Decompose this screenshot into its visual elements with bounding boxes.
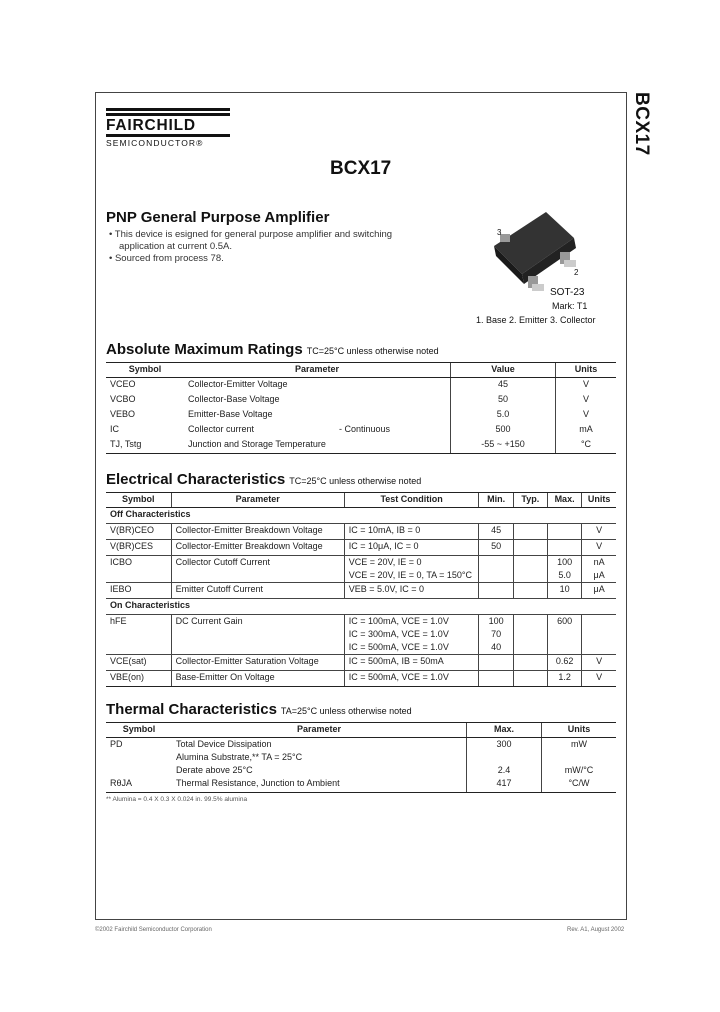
typ-cell [513,655,547,671]
min-cell-line: 40 [491,642,502,652]
value-cell: 5.0 [451,408,556,423]
unit-cell [582,556,616,583]
min-cell [479,671,513,687]
min-cell [479,540,513,556]
unit-cell [582,655,616,671]
col-symbol: Symbol [106,723,172,738]
pin-3-label: 3 [497,228,502,237]
col-min: Min. [479,493,513,508]
value-cell: 45 [451,378,556,394]
condition-cell-line: VEB = 5.0V, IC = 0 [348,584,424,594]
abs-max-table [106,362,616,454]
typ-cell [513,615,547,655]
max-cell-line [552,540,577,553]
typ-cell-line [518,583,543,596]
symbol-cell: VCBO [110,394,136,404]
unit-cell [582,540,616,556]
table-row [106,556,616,583]
table-row [106,655,616,671]
max-cell-line: 100 [557,557,573,567]
symbol-cell: hFE [106,615,171,655]
parameter-cell: DC Current Gain [171,615,344,655]
side-part-number: BCX17 [631,92,652,156]
unit-cell-line: V [596,541,603,551]
logo-name: FAIRCHILD [106,117,196,134]
package-pinout: 1. Base 2. Emitter 3. Collector [476,315,596,325]
parameter-cell: Collector-Emitter Breakdown Voltage [171,540,344,556]
condition-cell-line: IC = 500mA, IB = 50mA [348,656,444,666]
symbol-cell: ICBO [106,556,171,583]
symbol-cell: V(BR)CES [106,540,171,556]
max-cell [467,738,542,778]
thermal-footnote: ** Alumina = 0.4 X 0.3 X 0.024 in. 99.5% alumina [106,796,248,803]
condition-cell [344,583,479,599]
off-characteristics [106,508,616,524]
col-parameter: Parameter [172,723,467,738]
max-cell [547,583,581,599]
table-row [106,378,616,394]
package-mark: Mark: T1 [552,301,588,311]
table-row [106,438,616,454]
unit-cell-line: °C/W [568,778,590,788]
parameter-cell-line: Thermal Resistance, Junction to Ambient [176,778,340,788]
abs-max-condition: TC=25°C unless otherwise noted [306,346,439,356]
max-cell [547,655,581,671]
col-max: Max. [547,493,581,508]
min-cell-line: 45 [491,525,502,535]
max-cell [467,777,542,793]
max-cell [547,524,581,540]
min-cell-line: 70 [491,629,502,639]
typ-cell [513,583,547,599]
parameter-cell-line: Alumina Substrate,** TA = 25°C [176,752,303,762]
max-cell-line [552,628,577,641]
parameter-cell [184,438,451,454]
condition-cell [344,655,479,671]
unit-cell-line [586,615,612,628]
parameter-cell: Collector Cutoff Current [171,556,344,583]
unit-cell: V [556,393,617,408]
symbol-cell: IC [110,424,119,434]
symbol-cell: VCEO [110,379,136,389]
col-symbol: Symbol [106,363,184,378]
symbol-cell: V(BR)CEO [106,524,171,540]
logo-sub: SEMICONDUCTOR® [106,138,204,148]
max-cell [547,540,581,556]
elec-condition: TC=25°C unless otherwise noted [289,476,422,486]
off-characteristics-label: Off Characteristics [110,509,191,519]
parameter-cell-line: Derate above 25°C [176,765,253,775]
unit-cell: mA [556,423,617,438]
min-cell-line [483,569,508,582]
col-symbol: Symbol [106,493,171,508]
condition-cell-line: IC = 100mA, VCE = 1.0V [348,616,449,626]
unit-cell [542,777,617,793]
unit-cell-line [586,628,612,641]
condition-cell-line: IC = 10mA, IB = 0 [348,525,421,535]
min-cell [479,583,513,599]
max-cell [547,615,581,655]
abs-max-heading: Absolute Maximum Ratings TC=25°C unless otherwise noted [106,341,439,358]
max-cell-line [552,641,577,654]
min-cell [479,655,513,671]
unit-cell-line: V [596,656,603,666]
unit-cell [582,671,616,687]
condition-cell [344,615,479,655]
min-cell-line [483,556,508,569]
typ-cell [513,556,547,583]
thermal-condition: TA=25°C unless otherwise noted [280,706,412,716]
table-row [106,524,616,540]
parameter-cell [184,423,451,438]
min-cell-line: 50 [491,541,502,551]
condition-cell [344,671,479,687]
package-name: SOT-23 [550,287,585,298]
on-characteristics-label: On Characteristics [110,600,191,610]
parameter-note: - Continuous [339,424,391,434]
typ-cell [513,540,547,556]
parameter-cell [184,408,451,423]
symbol-cell: PD [110,739,123,749]
fairchild-logo [106,108,230,148]
typ-cell-line [518,671,543,684]
typ-cell-line [518,615,543,628]
parameter-cell: Base-Emitter On Voltage [171,671,344,687]
col-test-condition: Test Condition [344,493,479,508]
unit-cell-line: mW/°C [564,765,594,775]
unit-cell-line: nA [593,557,605,567]
condition-cell-line: IC = 500mA, VCE = 1.0V [348,642,449,652]
unit-cell-line: μA [593,584,605,594]
symbol-cell: VEBO [110,409,136,419]
parameter-cell-line: Total Device Dissipation [176,739,272,749]
max-cell-line [471,751,537,764]
table-row [106,540,616,556]
symbol-cell: VBE(on) [106,671,171,687]
thermal-table [106,722,616,793]
unit-cell: V [556,408,617,423]
feature-list [107,229,407,265]
condition-cell-line: IC = 500mA, VCE = 1.0V [348,672,449,682]
parameter-text: Junction and Storage Temperature [188,439,326,449]
symbol-cell: VCE(sat) [106,655,171,671]
parameter-cell [184,378,451,394]
parameter-cell: Emitter Cutoff Current [171,583,344,599]
max-cell [547,671,581,687]
col-parameter: Parameter [184,363,451,378]
table-row [106,777,616,793]
unit-cell-line [586,641,612,654]
parameter-text: Collector current [188,424,255,434]
parameter-cell: Collector-Emitter Saturation Voltage [171,655,344,671]
min-cell [479,556,513,583]
typ-cell-line [518,556,543,569]
typ-cell [513,671,547,687]
condition-cell [344,556,479,583]
max-cell-line: 5.0 [558,570,571,580]
min-cell-line [483,583,508,596]
table-row [106,423,616,438]
table-row [106,583,616,599]
logo-bar-top [106,108,230,111]
unit-cell: °C [556,438,617,454]
on-characteristics [106,599,616,615]
parameter-cell [184,393,451,408]
unit-cell-line: V [596,525,603,535]
parameter-cell: Collector-Emitter Breakdown Voltage [171,524,344,540]
typ-cell-line [518,524,543,537]
symbol-cell: IEBO [106,583,171,599]
max-cell [547,556,581,583]
condition-cell [344,540,479,556]
unit-cell [542,738,617,778]
symbol-cell: TJ, Tstg [106,438,184,454]
parameter-text: Emitter-Base Voltage [188,409,273,419]
col-units: Units [556,363,617,378]
unit-cell-line: V [596,672,603,682]
max-cell-line: 10 [559,584,570,594]
symbol-cell: RθJA [106,777,172,793]
sot23-package-image [476,208,616,328]
pin-2-label: 2 [574,268,579,277]
col-typ: Typ. [513,493,547,508]
table-row [106,408,616,423]
feature-bullet: • Sourced from process 78. [109,253,224,264]
logo-bar-second [106,113,230,116]
max-cell-line: 0.62 [555,656,574,666]
max-cell-line: 300 [496,739,512,749]
unit-cell: V [556,378,617,394]
parameter-cell [172,738,467,778]
condition-cell-line: VCE = 20V, IE = 0, TA = 150°C [348,570,473,580]
min-cell-line [483,655,508,668]
parameter-cell [172,777,467,793]
col-units: Units [542,723,617,738]
feature-bullet: • This device is esigned for general purpose amplifier and switching application at current 0.5A. [109,229,393,252]
max-cell-line: 1.2 [558,672,571,682]
elec-heading: Electrical Characteristics TC=25°C unless otherwise noted [106,471,422,488]
min-cell [479,524,513,540]
condition-cell-line: IC = 10μA, IC = 0 [348,541,419,551]
min-cell [479,615,513,655]
value-cell: 500 [451,423,556,438]
max-cell-line [552,524,577,537]
typ-cell-line [518,628,543,641]
table-row [106,393,616,408]
parameter-text: Collector-Base Voltage [188,394,280,404]
max-cell-line: 2.4 [497,765,511,775]
typ-cell-line [518,641,543,654]
footer-copyright: ©2002 Fairchild Semiconductor Corporation [95,927,212,933]
unit-cell-line: mW [571,739,587,749]
value-cell: 50 [451,393,556,408]
unit-cell-line [546,751,612,764]
table-row [106,671,616,687]
typ-cell [513,524,547,540]
parameter-text: Collector-Emitter Voltage [188,379,288,389]
unit-cell [582,615,616,655]
max-cell-line: 417 [496,778,512,788]
unit-cell [582,524,616,540]
unit-cell-line: μA [593,570,605,580]
logo-bar-bottom [106,134,230,137]
col-max: Max. [467,723,542,738]
table-row [106,738,616,778]
col-value: Value [451,363,556,378]
typ-cell-line [518,569,543,582]
max-cell-line: 600 [557,616,573,626]
condition-cell-line: IC = 300mA, VCE = 1.0V [348,629,449,639]
part-title: BCX17 [330,158,392,179]
unit-cell [582,583,616,599]
footer-revision: Rev. A1, August 2002 [567,927,625,933]
condition-cell [344,524,479,540]
col-parameter: Parameter [171,493,344,508]
condition-cell-line: VCE = 20V, IE = 0 [348,557,422,567]
elec-table [106,492,616,687]
typ-cell-line [518,655,543,668]
product-title: PNP General Purpose Amplifier [106,209,330,226]
thermal-heading: Thermal Characteristics TA=25°C unless otherwise noted [106,701,412,718]
typ-cell-line [518,540,543,553]
col-units: Units [582,493,616,508]
min-cell-line: 100 [488,616,504,626]
value-cell: -55 ~ +150 [451,438,556,454]
min-cell-line [483,671,508,684]
table-row [106,615,616,655]
